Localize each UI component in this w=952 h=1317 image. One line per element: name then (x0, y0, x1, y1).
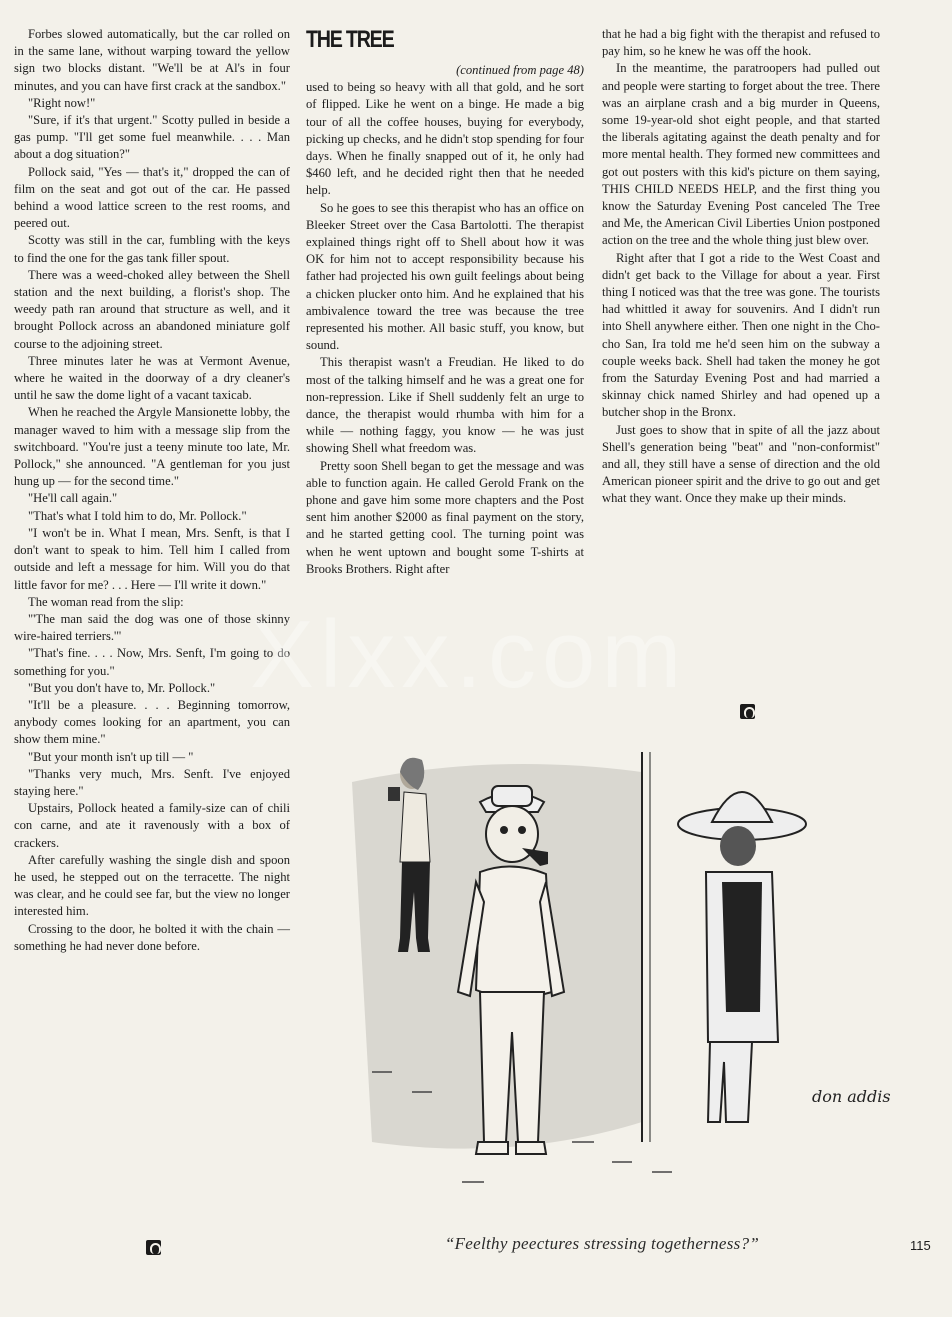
paragraph: When he reached the Argyle Mansionette lobby, the manager waved to him with a message slip from the switchboard. "You're just a teeny minute too late, Mr. Pollock," she announced. "A gentleman for you just hung up — for the second time." (14, 405, 290, 489)
paragraph: This therapist wasn't a Freudian. He liked to do most of the talking himself and he was a great one for non-repression. Like if Shell suddenly felt an urge to dance, the therapist would rhumba with him for a while — nothing faggy, you know — he was just showing Shell what freedom was. (306, 355, 584, 456)
column-left (14, 26, 290, 955)
paragraph: "But your month isn't up till — " (28, 749, 194, 764)
paragraph: "Thanks very much, Mrs. Senft. I've enjoyed staying here." (14, 766, 290, 798)
paragraph: "He'll call again." (28, 491, 118, 506)
paragraph: "It'll be a pleasure. . . . Beginning tomorrow, anybody comes looking for an apartment, you can show them mine." (14, 697, 290, 747)
article-headline: THE TREE (306, 26, 394, 53)
column-middle (306, 26, 584, 578)
paragraph: Forbes slowed automatically, but the car rolled on in the same lane, without warping toward the yellow sign two blocks distant. "We'll be at Al's in four minutes, and you can have first crack at the sandbox." (14, 27, 290, 93)
paragraph: So he goes to see this therapist who has an office on Bleeker Street over the Casa Bartolotti. The therapist explained things right off to Shell about how it was OK for him not to accept responsibility because his father had projected his own guilt feelings about being a chicken plucker onto him. And he explained that his ambivalence toward the tree was because the tree represented his mother. All basic stuff, you know, but sound. (306, 200, 584, 353)
playboy-endmark-icon (146, 1240, 161, 1255)
paragraph: In the meantime, the paratroopers had pulled out and people were starting to forget about the tree. There was an airplane crash and a big murder in Queens, some 19-year-old shot eight people, and that started the liberals agitating against the death penalty and for more mental health. They formed new committees and got out posters with this kid's picture on them saying, THIS CHILD NEEDS HELP, and the first thing you know the Saturday Evening Post canceled The Tree and Me, the American Civil Liberties Union postponed action on the tree and the whole thing just blew over. (602, 61, 880, 248)
paragraph: Just goes to show that in spite of all the jazz about Shell's generation being "beat" and "non-conformist" and all, they still have a sense of direction and the old American pioneer spirit and the drive to go out and get what they want. Once they make up their minds. (602, 422, 880, 506)
paragraph: "I won't be in. What I mean, Mrs. Senft, is that I don't want to speak to him. Tell him I called from outside and left a message for him. Will you do that little favor for me? . . . Here — I'll write it down." (14, 525, 290, 592)
paragraph: Crossing to the door, he bolted it with the chain — something he had never done before. (14, 921, 290, 953)
paragraph: Pretty soon Shell began to get the message and was able to function again. He called Gerold Frank on the phone and gave him some more chapters and the Post sent him another $2000 as final payment on the story, and he started getting cool. The turning point was when he went uptown and bought some T-shirts at Brooks Brothers. Right after (306, 458, 584, 576)
column-right (602, 26, 880, 508)
paragraph: There was a weed-choked alley between the Shell station and the next building, a florist's shop. The weedy path ran around that structure as well, and it brought Pollock across an abandoned miniature golf course to the adjoining street. (14, 267, 290, 351)
watermark-text: Xlxx.com (250, 601, 688, 708)
paragraph: that he had a big fight with the therapist and refused to pay him, so he knew he was off the hook. (602, 27, 880, 59)
artist-signature: don addis (812, 1087, 891, 1106)
continued-from-note: (continued from page 48) (456, 63, 584, 77)
paragraph: used to being so heavy with all that gold, and he sort of flipped. Like he went on a binge. He made a big tour of all the coffee houses, buying for everybody, picking up checks, and he didn't stop spending for four days. When he finally snapped out of it, he only had $460 left, and he decided right then that he needed help. (306, 80, 584, 198)
cartoon-illustration (312, 742, 932, 1212)
cartoon-caption: “Feelthy peectures stressing togetherness?” (444, 1234, 760, 1253)
playboy-endmark-icon (740, 704, 755, 719)
paragraph: Three minutes later he was at Vermont Avenue, where he waited in the doorway of a dry cleaner's until he saw the dome light of a vacant taxicab. (14, 353, 290, 403)
paragraph: "But you don't have to, Mr. Pollock." (28, 680, 216, 695)
paragraph: "That's what I told him to do, Mr. Pollock." (28, 508, 247, 523)
paragraph: "Right now!" (28, 95, 96, 110)
paragraph: "Sure, if it's that urgent." Scotty pulled in beside a gas pump. "I'll get some fuel meanwhile. . . . Man about a dog situation?" (14, 113, 290, 162)
paragraph: The woman read from the slip: (28, 594, 184, 609)
page-number: 115 (910, 1238, 931, 1253)
paragraph: Upstairs, Pollock heated a family-size can of chili con carne, and ate it ravenously with a box of crackers. (14, 801, 290, 850)
paragraph: Right after that I got a ride to the West Coast and didn't get back to the Village for about a year. First thing I noticed was that the tree was gone. The tourists had whittled it away for souvenirs. And I didn't run into Shell anywhere either. Then one night in the Cho-cho San, Ira told me he'd seen him on the subway a couple weeks back. Shell had taken the money he got from the Saturday Evening Post and had married a skinnay chick named Shirley and had opened up a butcher shop in the Bronx. (602, 250, 880, 420)
paragraph: After carefully washing the single dish and spoon he used, he stepped out on the terracette. The night was clear, and he could see far, but the view no longer interested him. (14, 852, 290, 919)
paragraph: "'The man said the dog was one of those skinny wire-haired terriers.'" (14, 611, 290, 644)
paragraph: "That's fine. . . . Now, Mrs. Senft, I'm going to do something for you." (14, 646, 290, 678)
paragraph: Pollock said, "Yes — that's it," dropped the can of film on the seat and got out of the car. He passed behind a wood lattice screen to the rest rooms, and peered out. (14, 164, 290, 231)
paragraph: Scotty was still in the car, fumbling with the keys to find the one for the gas tank filler spout. (14, 233, 290, 265)
